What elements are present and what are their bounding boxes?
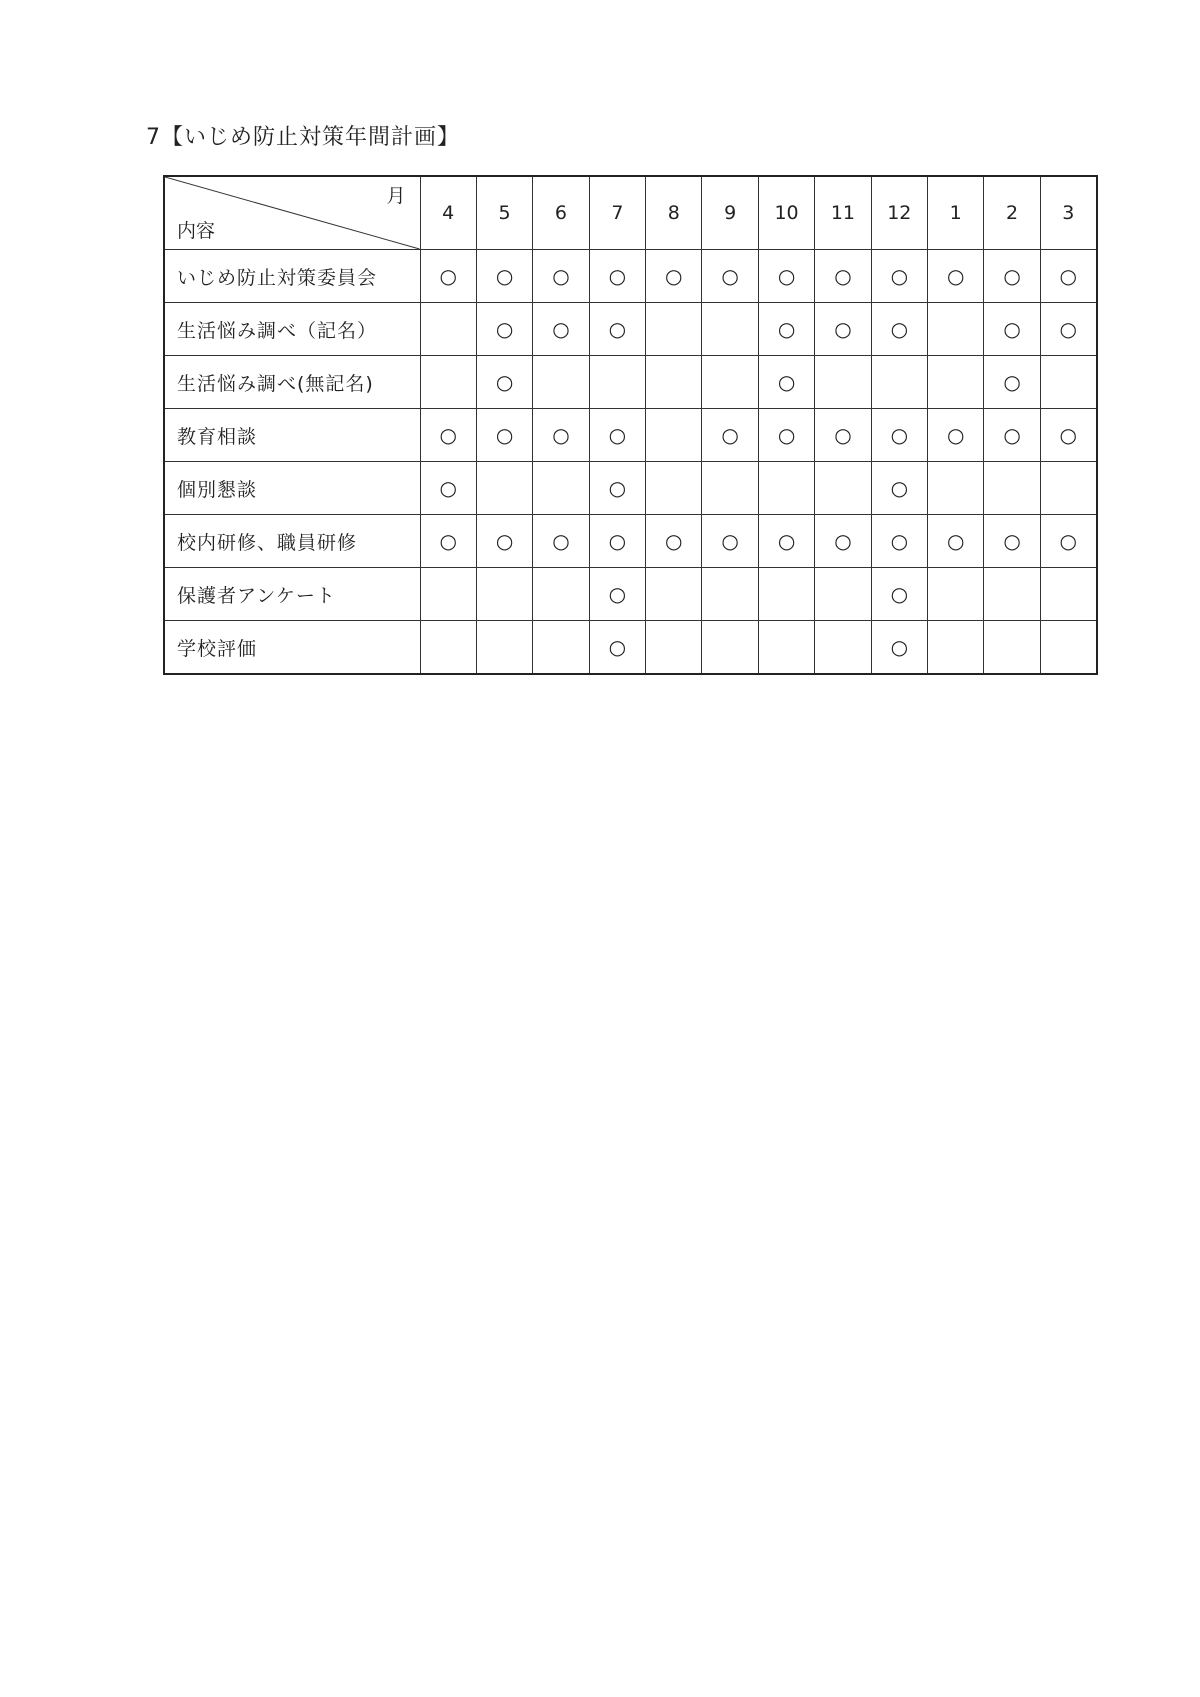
header-row [164,176,1097,250]
schedule-cell [589,409,645,462]
circle-mark: ○ [665,529,683,553]
schedule-cell [871,621,927,675]
schedule-cell [871,250,927,303]
schedule-cell [420,356,476,409]
schedule-cell [758,621,814,675]
month-header-cell: 3 [1040,176,1096,250]
month-header-cell: 12 [871,176,927,250]
schedule-cell [702,356,758,409]
schedule-cell [871,568,927,621]
schedule-cell [702,303,758,356]
schedule-cell [758,462,814,515]
schedule-cell [476,356,532,409]
schedule-cell [928,568,984,621]
circle-mark: ○ [777,264,796,288]
schedule-cell [815,409,871,462]
schedule-cell [758,303,814,356]
schedule-cell [476,515,532,568]
schedule-cell [476,250,532,303]
month-header-cell: 11 [815,176,871,250]
schedule-cell [646,462,702,515]
schedule-cell [533,409,589,462]
circle-mark: ○ [495,529,514,553]
schedule-cell [702,250,758,303]
month-header-cell: 2 [984,176,1040,250]
schedule-cell [758,250,814,303]
circle-mark: ○ [439,264,457,288]
schedule-cell [420,303,476,356]
circle-mark: ○ [834,529,852,553]
month-header-cell: 7 [589,176,645,250]
table-row [164,621,1097,675]
schedule-cell [984,462,1040,515]
schedule-cell [928,356,984,409]
circle-mark: ○ [1059,317,1077,341]
schedule-cell [871,303,927,356]
schedule-cell [646,303,702,356]
table-row [164,568,1097,621]
circle-mark: ○ [1003,370,1021,394]
month-header-cell: 4 [420,176,476,250]
schedule-cell [758,356,814,409]
circle-mark: ○ [834,264,852,288]
table-row [164,515,1097,568]
schedule-cell [984,250,1040,303]
circle-mark: ○ [608,635,627,659]
circle-mark: ○ [552,264,570,288]
schedule-cell [1040,462,1096,515]
circle-mark: ○ [495,317,514,341]
circle-mark: ○ [946,529,965,553]
circle-mark: ○ [834,317,852,341]
circle-mark: ○ [946,423,965,447]
schedule-cell [928,515,984,568]
circle-mark: ○ [721,423,739,447]
schedule-cell [1040,303,1096,356]
circle-mark: ○ [1059,264,1077,288]
schedule-cell [589,356,645,409]
table-row [164,356,1097,409]
schedule-cell [758,515,814,568]
circle-mark: ○ [608,582,627,606]
schedule-cell [871,356,927,409]
page-title: 7【いじめ防止対策年間計画】 [146,125,460,150]
schedule-cell [984,409,1040,462]
schedule-cell [589,462,645,515]
row-label: 生活悩み調べ(無記名) [164,356,420,409]
schedule-cell [702,409,758,462]
content-header-label: 内容 [177,220,216,242]
circle-mark: ○ [665,264,683,288]
month-header-cell: 10 [758,176,814,250]
schedule-cell [984,515,1040,568]
circle-mark: ○ [890,635,909,659]
schedule-cell [702,515,758,568]
schedule-cell [476,462,532,515]
circle-mark: ○ [946,264,965,288]
schedule-cell [533,515,589,568]
table-row [164,409,1097,462]
schedule-cell [1040,356,1096,409]
schedule-cell [702,621,758,675]
circle-mark: ○ [495,423,514,447]
schedule-cell [815,356,871,409]
month-header-label: 月 [386,185,406,207]
circle-mark: ○ [608,529,627,553]
month-header-cell: 8 [646,176,702,250]
row-label: 保護者アンケート [164,568,420,621]
schedule-cell [476,303,532,356]
schedule-cell [420,250,476,303]
schedule-cell [928,621,984,675]
schedule-cell [476,621,532,675]
schedule-cell [984,356,1040,409]
row-label: いじめ防止対策委員会 [164,250,420,303]
circle-mark: ○ [495,370,514,394]
circle-mark: ○ [552,423,570,447]
schedule-cell [420,409,476,462]
schedule-cell [1040,621,1096,675]
schedule-cell [702,568,758,621]
circle-mark: ○ [834,423,852,447]
schedule-cell [533,621,589,675]
circle-mark: ○ [777,317,796,341]
schedule-cell [646,621,702,675]
schedule-cell [815,621,871,675]
circle-mark: ○ [439,529,457,553]
circle-mark: ○ [777,423,796,447]
circle-mark: ○ [552,317,570,341]
schedule-cell [533,356,589,409]
schedule-cell [928,250,984,303]
schedule-cell [533,303,589,356]
schedule-cell [928,409,984,462]
schedule-cell [984,303,1040,356]
circle-mark: ○ [608,423,627,447]
month-header-cell: 6 [533,176,589,250]
schedule-cell [646,515,702,568]
table-row [164,250,1097,303]
circle-mark: ○ [1059,529,1077,553]
circle-mark: ○ [439,476,457,500]
schedule-cell [533,250,589,303]
schedule-cell [420,462,476,515]
circle-mark: ○ [890,264,909,288]
circle-mark: ○ [1059,423,1077,447]
circle-mark: ○ [552,529,570,553]
schedule-cell [815,515,871,568]
schedule-cell [646,409,702,462]
circle-mark: ○ [1003,529,1021,553]
circle-mark: ○ [495,264,514,288]
schedule-cell [1040,409,1096,462]
schedule-cell [476,409,532,462]
circle-mark: ○ [1003,264,1021,288]
schedule-cell [871,462,927,515]
circle-mark: ○ [1003,423,1021,447]
circle-mark: ○ [608,476,627,500]
circle-mark: ○ [890,476,909,500]
circle-mark: ○ [608,264,627,288]
schedule-cell [646,250,702,303]
circle-mark: ○ [777,529,796,553]
circle-mark: ○ [890,423,909,447]
row-label: 校内研修、職員研修 [164,515,420,568]
table-row [164,303,1097,356]
annual-plan-table [163,175,1098,675]
month-header-cell: 1 [928,176,984,250]
row-label: 教育相談 [164,409,420,462]
schedule-cell [476,568,532,621]
schedule-cell [984,568,1040,621]
schedule-cell [589,515,645,568]
schedule-cell [815,568,871,621]
schedule-cell [1040,568,1096,621]
schedule-cell [589,568,645,621]
schedule-cell [646,356,702,409]
schedule-cell [928,462,984,515]
row-label: 生活悩み調べ（記名） [164,303,420,356]
circle-mark: ○ [1003,317,1021,341]
schedule-cell [758,568,814,621]
circle-mark: ○ [721,529,739,553]
month-header-cell: 9 [702,176,758,250]
schedule-cell [871,515,927,568]
schedule-cell [702,462,758,515]
schedule-cell [533,462,589,515]
schedule-cell [420,568,476,621]
schedule-cell [420,515,476,568]
schedule-cell [928,303,984,356]
circle-mark: ○ [890,317,909,341]
schedule-cell [589,621,645,675]
circle-mark: ○ [890,582,909,606]
schedule-cell [533,568,589,621]
circle-mark: ○ [721,264,739,288]
schedule-cell [758,409,814,462]
schedule-cell [589,303,645,356]
corner-header-cell [164,176,420,250]
schedule-cell [815,250,871,303]
circle-mark: ○ [890,529,909,553]
circle-mark: ○ [777,370,796,394]
schedule-cell [1040,250,1096,303]
schedule-cell [1040,515,1096,568]
schedule-cell [815,462,871,515]
schedule-cell [984,621,1040,675]
schedule-cell [420,621,476,675]
month-header-cell: 5 [476,176,532,250]
schedule-cell [815,303,871,356]
row-label: 個別懇談 [164,462,420,515]
circle-mark: ○ [608,317,627,341]
row-label: 学校評価 [164,621,420,675]
table-row [164,462,1097,515]
circle-mark: ○ [439,423,457,447]
schedule-cell [589,250,645,303]
schedule-cell [871,409,927,462]
schedule-cell [646,568,702,621]
